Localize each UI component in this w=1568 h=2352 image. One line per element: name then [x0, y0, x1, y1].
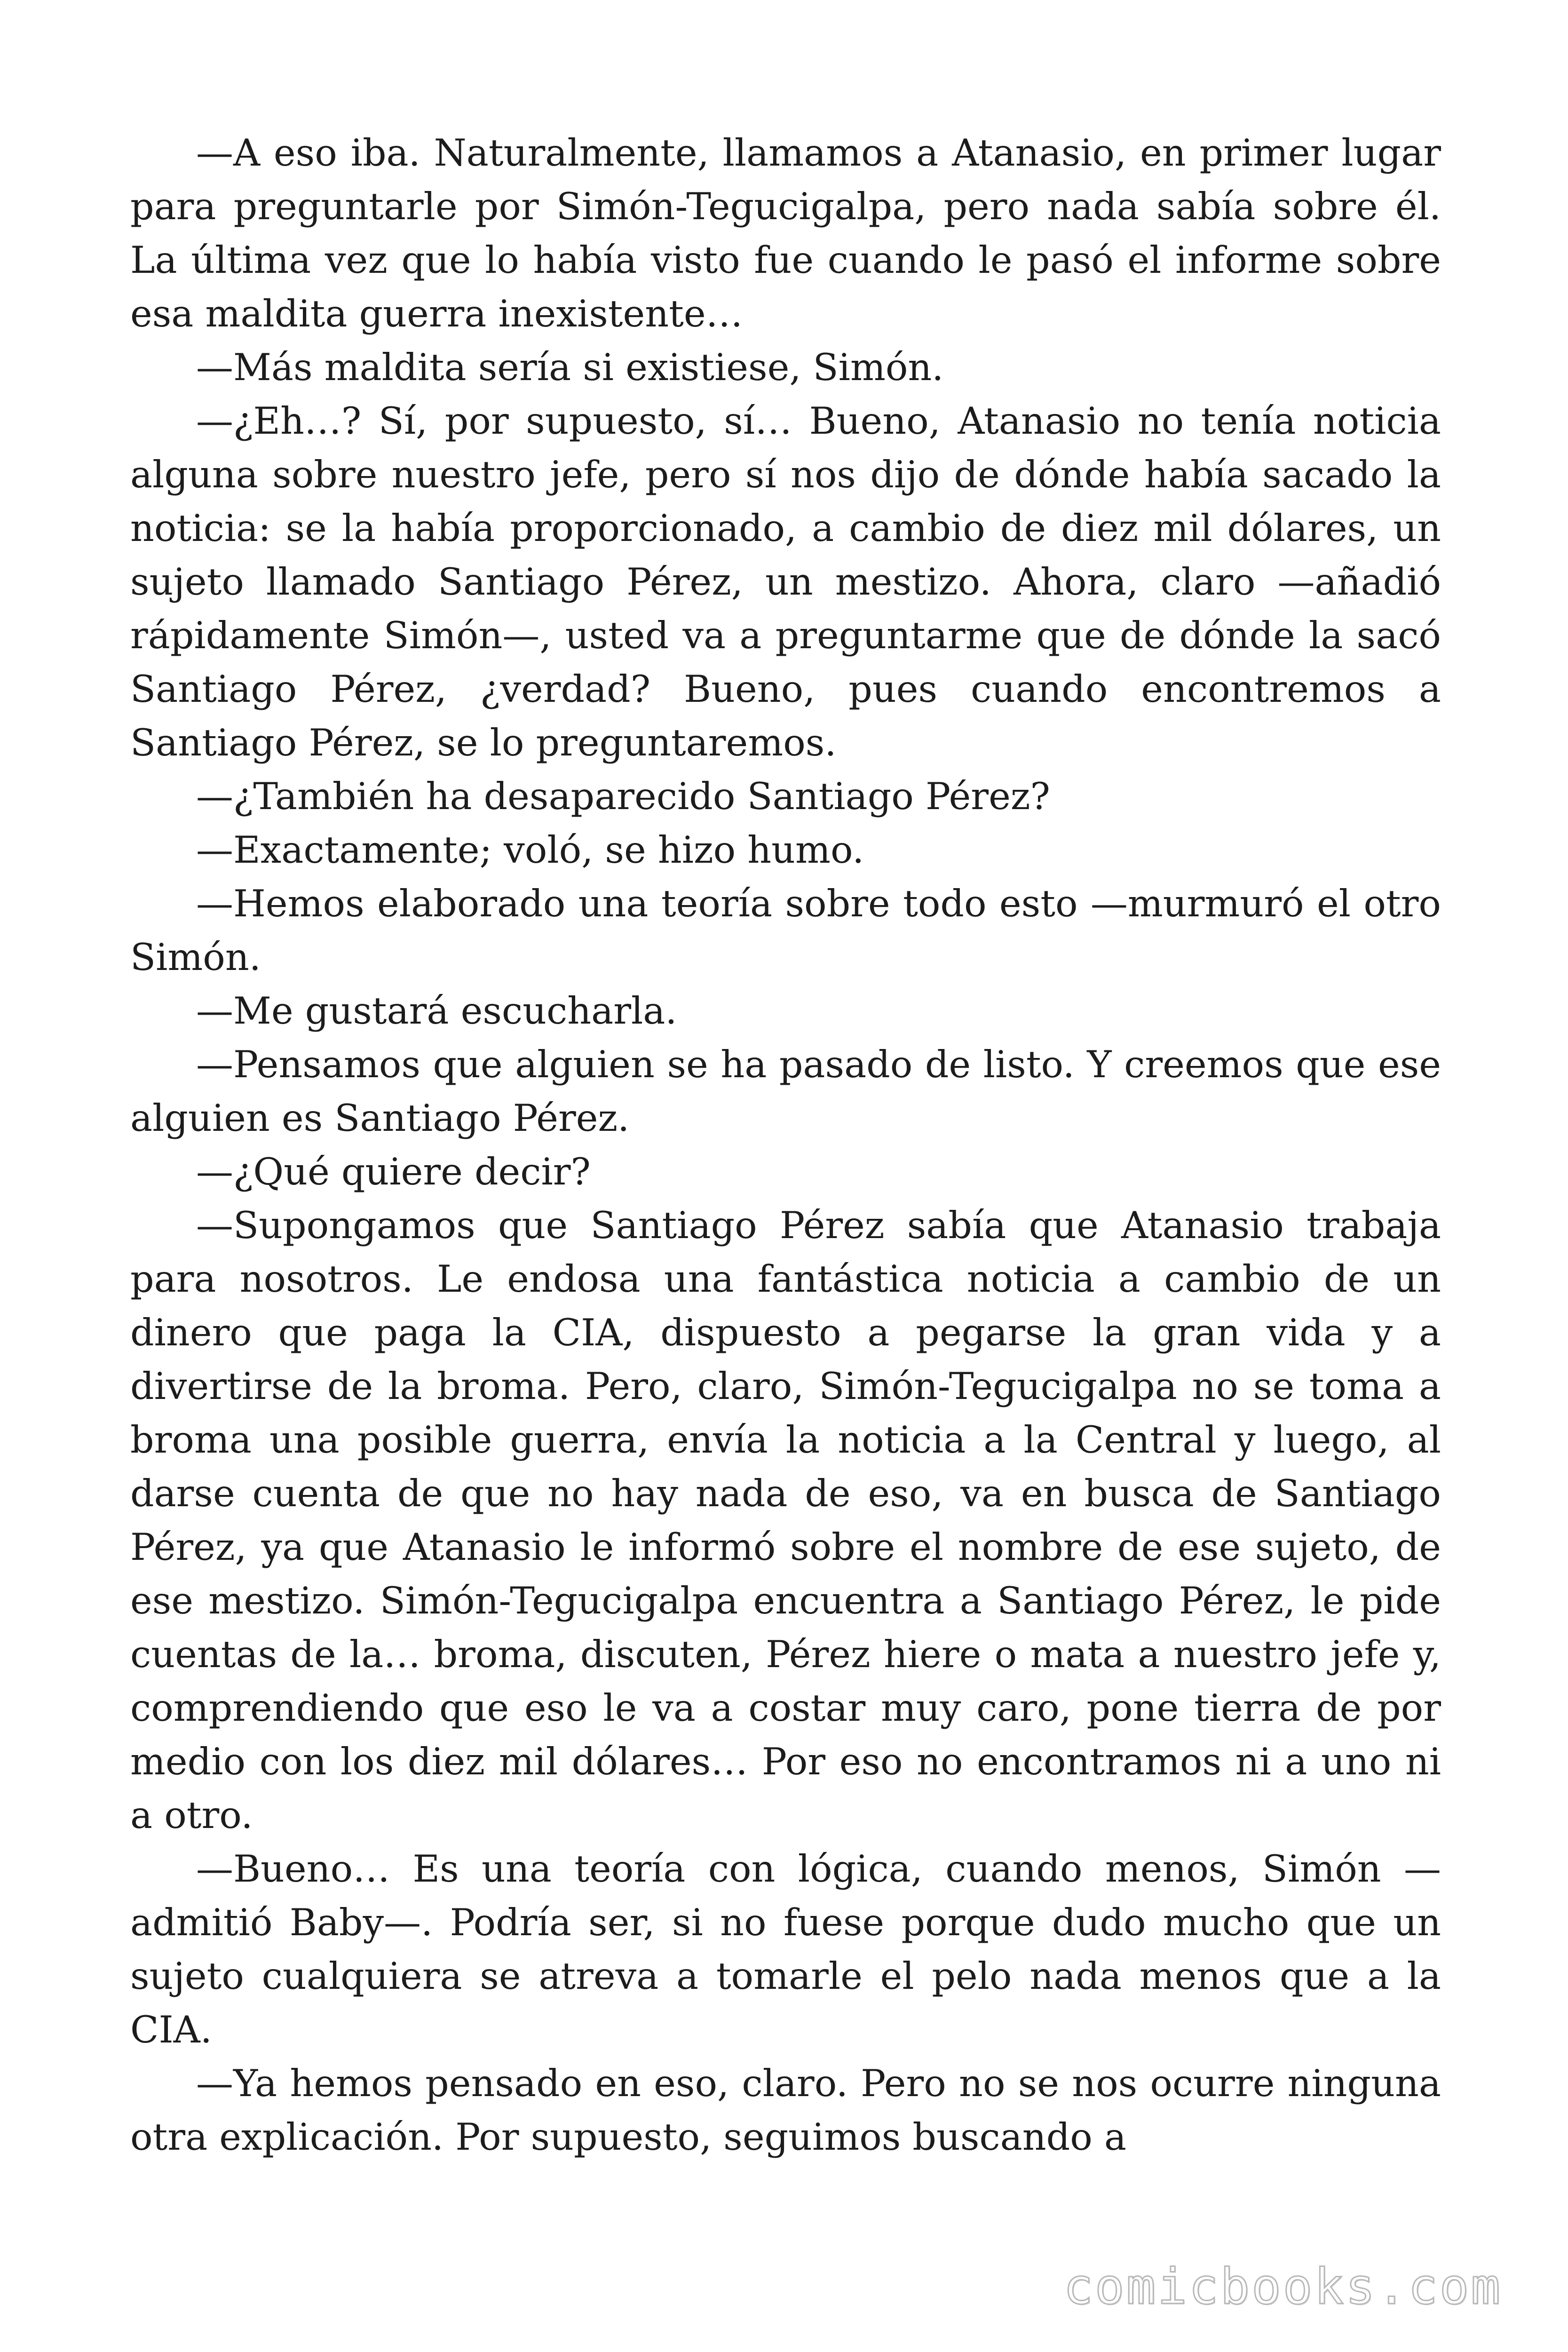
watermark-logo: comicbooks.com [1063, 2258, 1502, 2315]
paragraph-7: —Me gustará escucharla. [196, 989, 677, 1033]
paragraph-12: —Ya hemos pensado en eso, claro. Pero no se nos ocurre ninguna otra explicación. Por supuesto, seguimos buscando a [130, 2062, 1441, 2159]
paragraph-11: —Bueno… Es una teoría con lógica, cuando menos, Simón —admitió Baby—. Podría ser, si no fuese porque dudo mucho que un sujeto cualquiera se atreva a tomarle el pelo nada menos que a la CIA. [130, 1847, 1441, 2051]
paragraph-5: —Exactamente; voló, se hizo humo. [196, 828, 864, 872]
paragraph-8: —Pensamos que alguien se ha pasado de listo. Y creemos que ese alguien es Santiago Pérez. [130, 1043, 1441, 1140]
paragraph-3: —¿Eh…? Sí, por supuesto, sí… Bueno, Atanasio no tenía noticia alguna sobre nuestro jefe, pero sí nos dijo de dónde había sacado la noticia: se la había proporcionado, a cambio de diez mil dólares, un sujeto llamado Santiago Pérez, un mestizo. Ahora, claro —añadió rápidamente Simón—, usted va a preguntarme que de dónde la sacó Santiago Pérez, ¿verdad? Bueno, pues cuando encontremos a Santiago Pérez, se lo preguntaremos. [130, 399, 1441, 764]
paragraph-10: —Supongamos que Santiago Pérez sabía que Atanasio trabaja para nosotros. Le endosa una fantástica noticia a cambio de un dinero que paga la CIA, dispuesto a pegarse la gran vida y a divertirse de la broma. Pero, claro, Simón-Tegucigalpa no se toma a broma una posible guerra, envía la noticia a la Central y luego, al darse cuenta de que no hay nada de eso, va en busca de Santiago Pérez, ya que Atanasio le informó sobre el nombre de ese sujeto, de ese mestizo. Simón-Tegucigalpa encuentra a Santiago Pérez, le pide cuentas de la… broma, discuten, Pérez hiere o mata a nuestro jefe y, comprendiendo que eso le va a costar muy caro, pone tierra de por medio con los diez mil dólares… Por eso no encontramos ni a uno ni a otro. [130, 1204, 1441, 1837]
body-text [130, 126, 1441, 2164]
paragraph-9: —¿Qué quiere decir? [196, 1150, 591, 1193]
paragraph-4: —¿También ha desaparecido Santiago Pérez? [196, 775, 1050, 818]
paragraph-2: —Más maldita sería si existiese, Simón. [196, 346, 944, 389]
paragraph-6: —Hemos elaborado una teoría sobre todo esto —murmuró el otro Simón. [130, 882, 1441, 979]
paragraph-1: —A eso iba. Naturalmente, llamamos a Atanasio, en primer lugar para preguntarle por Simón-Tegucigalpa, pero nada sabía sobre él. La última vez que lo había visto fue cuando le pasó el informe sobre esa maldita guerra inexistente… [130, 131, 1441, 335]
